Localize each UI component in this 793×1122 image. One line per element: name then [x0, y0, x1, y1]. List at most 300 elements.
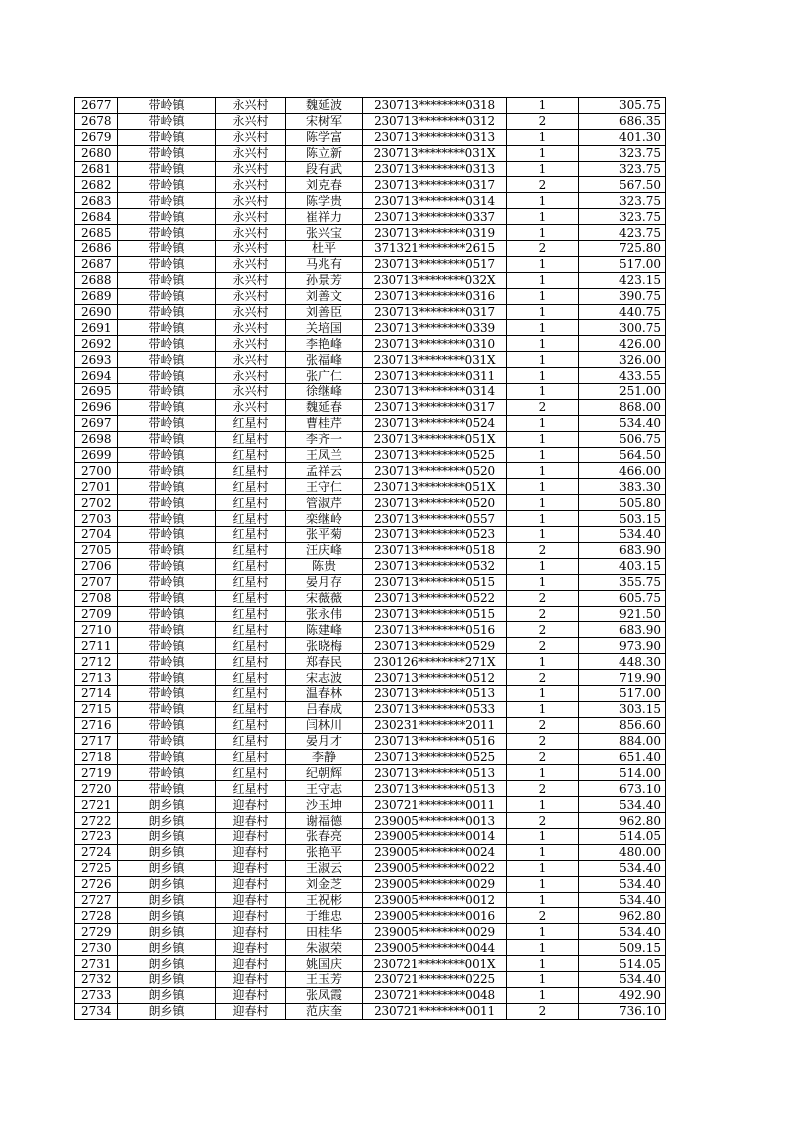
cell-town: 朗乡镇	[118, 924, 216, 940]
cell-town: 朗乡镇	[118, 987, 216, 1003]
cell-serial-number: 2685	[75, 225, 118, 241]
cell-town: 朗乡镇	[118, 797, 216, 813]
table-row	[75, 129, 666, 145]
data-table	[74, 97, 666, 1020]
table-row	[75, 193, 666, 209]
cell-serial-number: 2705	[75, 542, 118, 558]
cell-household-count: 1	[507, 288, 579, 304]
cell-amount: 683.90	[579, 542, 666, 558]
cell-person-name: 晏月才	[286, 733, 363, 749]
cell-village: 永兴村	[216, 384, 286, 400]
cell-household-count: 2	[507, 241, 579, 257]
cell-id-number: 239005********0012	[363, 892, 507, 908]
cell-household-count: 2	[507, 113, 579, 129]
cell-serial-number: 2729	[75, 924, 118, 940]
cell-town: 朗乡镇	[118, 940, 216, 956]
cell-household-count: 1	[507, 654, 579, 670]
cell-amount: 509.15	[579, 940, 666, 956]
cell-person-name: 徐继峰	[286, 384, 363, 400]
cell-amount: 303.15	[579, 701, 666, 717]
cell-household-count: 1	[507, 193, 579, 209]
cell-serial-number: 2725	[75, 860, 118, 876]
cell-person-name: 王淑云	[286, 860, 363, 876]
table-row	[75, 415, 666, 431]
cell-village: 迎春村	[216, 956, 286, 972]
table-row	[75, 908, 666, 924]
cell-id-number: 230713********0339	[363, 320, 507, 336]
table-row	[75, 701, 666, 717]
cell-person-name: 沙玉坤	[286, 797, 363, 813]
cell-village: 红星村	[216, 542, 286, 558]
cell-serial-number: 2723	[75, 828, 118, 844]
cell-town: 带岭镇	[118, 384, 216, 400]
cell-town: 带岭镇	[118, 225, 216, 241]
cell-person-name: 曹桂芹	[286, 415, 363, 431]
cell-id-number: 230713********0525	[363, 749, 507, 765]
cell-id-number: 239005********0044	[363, 940, 507, 956]
cell-household-count: 1	[507, 892, 579, 908]
cell-village: 红星村	[216, 765, 286, 781]
cell-household-count: 1	[507, 256, 579, 272]
cell-person-name: 管淑芹	[286, 495, 363, 511]
cell-town: 朗乡镇	[118, 813, 216, 829]
cell-person-name: 陈学贵	[286, 193, 363, 209]
cell-village: 迎春村	[216, 892, 286, 908]
cell-village: 红星村	[216, 638, 286, 654]
cell-id-number: 230713********0517	[363, 256, 507, 272]
table-row	[75, 241, 666, 257]
cell-amount: 921.50	[579, 606, 666, 622]
cell-person-name: 刘克春	[286, 177, 363, 193]
cell-town: 带岭镇	[118, 304, 216, 320]
cell-town: 带岭镇	[118, 733, 216, 749]
cell-household-count: 2	[507, 542, 579, 558]
cell-household-count: 1	[507, 987, 579, 1003]
cell-household-count: 1	[507, 860, 579, 876]
cell-village: 永兴村	[216, 98, 286, 114]
cell-household-count: 1	[507, 447, 579, 463]
cell-village: 红星村	[216, 431, 286, 447]
cell-person-name: 张福峰	[286, 352, 363, 368]
cell-household-count: 1	[507, 956, 579, 972]
cell-person-name: 李静	[286, 749, 363, 765]
cell-serial-number: 2687	[75, 256, 118, 272]
cell-serial-number: 2710	[75, 622, 118, 638]
cell-household-count: 1	[507, 209, 579, 225]
cell-amount: 323.75	[579, 161, 666, 177]
cell-amount: 506.75	[579, 431, 666, 447]
cell-id-number: 230713********0317	[363, 304, 507, 320]
cell-person-name: 马兆有	[286, 256, 363, 272]
cell-serial-number: 2688	[75, 272, 118, 288]
cell-town: 带岭镇	[118, 336, 216, 352]
table-row	[75, 622, 666, 638]
cell-village: 迎春村	[216, 797, 286, 813]
cell-household-count: 1	[507, 574, 579, 590]
table-row	[75, 638, 666, 654]
cell-village: 红星村	[216, 574, 286, 590]
cell-serial-number: 2718	[75, 749, 118, 765]
cell-village: 永兴村	[216, 288, 286, 304]
cell-person-name: 宋薇薇	[286, 590, 363, 606]
cell-serial-number: 2713	[75, 670, 118, 686]
cell-household-count: 1	[507, 98, 579, 114]
cell-village: 红星村	[216, 733, 286, 749]
cell-town: 带岭镇	[118, 638, 216, 654]
cell-household-count: 1	[507, 384, 579, 400]
table-row	[75, 447, 666, 463]
cell-person-name: 王玉芳	[286, 971, 363, 987]
cell-serial-number: 2701	[75, 479, 118, 495]
cell-village: 红星村	[216, 511, 286, 527]
cell-village: 迎春村	[216, 940, 286, 956]
table-row	[75, 320, 666, 336]
cell-town: 朗乡镇	[118, 844, 216, 860]
cell-serial-number: 2708	[75, 590, 118, 606]
cell-town: 带岭镇	[118, 654, 216, 670]
cell-person-name: 闫林川	[286, 717, 363, 733]
cell-amount: 973.90	[579, 638, 666, 654]
cell-serial-number: 2726	[75, 876, 118, 892]
cell-town: 带岭镇	[118, 431, 216, 447]
cell-serial-number: 2678	[75, 113, 118, 129]
cell-household-count: 1	[507, 225, 579, 241]
cell-town: 朗乡镇	[118, 956, 216, 972]
cell-serial-number: 2719	[75, 765, 118, 781]
cell-id-number: 230713********0520	[363, 495, 507, 511]
cell-amount: 403.15	[579, 558, 666, 574]
cell-amount: 534.40	[579, 415, 666, 431]
cell-serial-number: 2693	[75, 352, 118, 368]
cell-serial-number: 2690	[75, 304, 118, 320]
cell-id-number: 230713********051X	[363, 431, 507, 447]
cell-serial-number: 2697	[75, 415, 118, 431]
cell-household-count: 1	[507, 924, 579, 940]
cell-household-count: 1	[507, 511, 579, 527]
cell-serial-number: 2681	[75, 161, 118, 177]
cell-serial-number: 2733	[75, 987, 118, 1003]
cell-town: 朗乡镇	[118, 876, 216, 892]
cell-serial-number: 2717	[75, 733, 118, 749]
cell-household-count: 1	[507, 971, 579, 987]
cell-town: 带岭镇	[118, 129, 216, 145]
cell-id-number: 230713********0516	[363, 733, 507, 749]
cell-household-count: 2	[507, 813, 579, 829]
cell-village: 永兴村	[216, 272, 286, 288]
table-row	[75, 463, 666, 479]
cell-town: 朗乡镇	[118, 892, 216, 908]
cell-person-name: 温春林	[286, 685, 363, 701]
cell-id-number: 239005********0029	[363, 876, 507, 892]
cell-id-number: 230231********2011	[363, 717, 507, 733]
cell-amount: 534.40	[579, 797, 666, 813]
cell-village: 红星村	[216, 781, 286, 797]
cell-amount: 567.50	[579, 177, 666, 193]
cell-serial-number: 2716	[75, 717, 118, 733]
cell-person-name: 孙景芳	[286, 272, 363, 288]
cell-amount: 440.75	[579, 304, 666, 320]
cell-household-count: 2	[507, 590, 579, 606]
cell-amount: 719.90	[579, 670, 666, 686]
cell-household-count: 2	[507, 1003, 579, 1019]
cell-id-number: 230713********0310	[363, 336, 507, 352]
cell-serial-number: 2683	[75, 193, 118, 209]
cell-town: 带岭镇	[118, 463, 216, 479]
cell-person-name: 刘金芝	[286, 876, 363, 892]
cell-person-name: 张春亮	[286, 828, 363, 844]
cell-amount: 564.50	[579, 447, 666, 463]
cell-village: 永兴村	[216, 368, 286, 384]
cell-amount: 534.40	[579, 971, 666, 987]
cell-amount: 517.00	[579, 256, 666, 272]
cell-id-number: 230713********0512	[363, 670, 507, 686]
cell-id-number: 230713********0515	[363, 606, 507, 622]
cell-person-name: 王守仁	[286, 479, 363, 495]
cell-serial-number: 2734	[75, 1003, 118, 1019]
cell-serial-number: 2679	[75, 129, 118, 145]
cell-person-name: 张兴宝	[286, 225, 363, 241]
table-row	[75, 384, 666, 400]
cell-person-name: 陈建峰	[286, 622, 363, 638]
cell-household-count: 2	[507, 908, 579, 924]
cell-person-name: 杜平	[286, 241, 363, 257]
cell-amount: 300.75	[579, 320, 666, 336]
cell-serial-number: 2694	[75, 368, 118, 384]
cell-serial-number: 2720	[75, 781, 118, 797]
cell-serial-number: 2704	[75, 527, 118, 543]
cell-serial-number: 2700	[75, 463, 118, 479]
cell-person-name: 谢福德	[286, 813, 363, 829]
table-row	[75, 844, 666, 860]
cell-amount: 390.75	[579, 288, 666, 304]
cell-serial-number: 2692	[75, 336, 118, 352]
table-row	[75, 272, 666, 288]
cell-id-number: 230713********0311	[363, 368, 507, 384]
cell-village: 红星村	[216, 527, 286, 543]
cell-person-name: 朱淑荣	[286, 940, 363, 956]
cell-amount: 466.00	[579, 463, 666, 479]
cell-person-name: 陈立新	[286, 145, 363, 161]
table-row	[75, 399, 666, 415]
cell-id-number: 239005********0022	[363, 860, 507, 876]
table-row	[75, 209, 666, 225]
cell-amount: 251.00	[579, 384, 666, 400]
cell-person-name: 魏延春	[286, 399, 363, 415]
cell-household-count: 1	[507, 701, 579, 717]
cell-serial-number: 2715	[75, 701, 118, 717]
cell-village: 永兴村	[216, 241, 286, 257]
cell-amount: 305.75	[579, 98, 666, 114]
cell-town: 带岭镇	[118, 368, 216, 384]
cell-amount: 517.00	[579, 685, 666, 701]
cell-id-number: 230713********0319	[363, 225, 507, 241]
cell-person-name: 王凤兰	[286, 447, 363, 463]
table-row	[75, 956, 666, 972]
cell-person-name: 陈贵	[286, 558, 363, 574]
table-row	[75, 733, 666, 749]
cell-village: 永兴村	[216, 225, 286, 241]
cell-household-count: 1	[507, 558, 579, 574]
cell-town: 带岭镇	[118, 320, 216, 336]
cell-amount: 856.60	[579, 717, 666, 733]
cell-village: 永兴村	[216, 209, 286, 225]
table-row	[75, 1003, 666, 1019]
cell-town: 带岭镇	[118, 399, 216, 415]
cell-household-count: 2	[507, 733, 579, 749]
cell-household-count: 2	[507, 177, 579, 193]
cell-id-number: 230713********0314	[363, 193, 507, 209]
cell-id-number: 230713********0518	[363, 542, 507, 558]
cell-serial-number: 2686	[75, 241, 118, 257]
cell-person-name: 魏延波	[286, 98, 363, 114]
table-row	[75, 145, 666, 161]
cell-household-count: 1	[507, 479, 579, 495]
cell-household-count: 1	[507, 320, 579, 336]
table-row	[75, 860, 666, 876]
cell-amount: 683.90	[579, 622, 666, 638]
table-row	[75, 288, 666, 304]
cell-town: 带岭镇	[118, 622, 216, 638]
cell-town: 朗乡镇	[118, 860, 216, 876]
cell-serial-number: 2712	[75, 654, 118, 670]
cell-serial-number: 2721	[75, 797, 118, 813]
cell-serial-number: 2709	[75, 606, 118, 622]
cell-id-number: 230713********0313	[363, 161, 507, 177]
cell-town: 带岭镇	[118, 177, 216, 193]
cell-village: 红星村	[216, 590, 286, 606]
cell-serial-number: 2696	[75, 399, 118, 415]
table-row	[75, 876, 666, 892]
cell-amount: 736.10	[579, 1003, 666, 1019]
cell-town: 带岭镇	[118, 558, 216, 574]
cell-serial-number: 2731	[75, 956, 118, 972]
cell-town: 带岭镇	[118, 574, 216, 590]
cell-household-count: 1	[507, 844, 579, 860]
cell-serial-number: 2691	[75, 320, 118, 336]
cell-household-count: 1	[507, 463, 579, 479]
cell-id-number: 230721********001X	[363, 956, 507, 972]
cell-person-name: 郑春民	[286, 654, 363, 670]
cell-person-name: 张艳平	[286, 844, 363, 860]
cell-town: 带岭镇	[118, 145, 216, 161]
cell-village: 永兴村	[216, 193, 286, 209]
cell-household-count: 2	[507, 638, 579, 654]
table-row	[75, 924, 666, 940]
cell-town: 带岭镇	[118, 701, 216, 717]
cell-village: 迎春村	[216, 987, 286, 1003]
cell-id-number: 230713********0525	[363, 447, 507, 463]
table-row	[75, 511, 666, 527]
cell-id-number: 230713********0557	[363, 511, 507, 527]
cell-id-number: 230713********0316	[363, 288, 507, 304]
cell-person-name: 崔祥力	[286, 209, 363, 225]
cell-town: 带岭镇	[118, 781, 216, 797]
cell-serial-number: 2702	[75, 495, 118, 511]
cell-town: 带岭镇	[118, 193, 216, 209]
cell-id-number: 371321********2615	[363, 241, 507, 257]
cell-person-name: 王守志	[286, 781, 363, 797]
cell-village: 迎春村	[216, 876, 286, 892]
cell-serial-number: 2682	[75, 177, 118, 193]
cell-id-number: 230713********0312	[363, 113, 507, 129]
cell-household-count: 1	[507, 161, 579, 177]
cell-id-number: 230713********0529	[363, 638, 507, 654]
cell-village: 迎春村	[216, 908, 286, 924]
cell-household-count: 1	[507, 415, 579, 431]
cell-amount: 868.00	[579, 399, 666, 415]
cell-village: 红星村	[216, 654, 286, 670]
cell-serial-number: 2689	[75, 288, 118, 304]
cell-village: 永兴村	[216, 336, 286, 352]
table-row	[75, 749, 666, 765]
table-row	[75, 606, 666, 622]
cell-household-count: 1	[507, 797, 579, 813]
cell-town: 带岭镇	[118, 717, 216, 733]
cell-amount: 492.90	[579, 987, 666, 1003]
cell-town: 带岭镇	[118, 590, 216, 606]
cell-id-number: 230713********0524	[363, 415, 507, 431]
cell-village: 永兴村	[216, 161, 286, 177]
table-row	[75, 558, 666, 574]
cell-id-number: 230713********0337	[363, 209, 507, 225]
cell-person-name: 孟祥云	[286, 463, 363, 479]
cell-village: 永兴村	[216, 256, 286, 272]
cell-village: 红星村	[216, 670, 286, 686]
cell-serial-number: 2706	[75, 558, 118, 574]
cell-person-name: 李齐一	[286, 431, 363, 447]
cell-village: 迎春村	[216, 971, 286, 987]
cell-household-count: 1	[507, 336, 579, 352]
cell-amount: 514.05	[579, 956, 666, 972]
cell-amount: 423.75	[579, 225, 666, 241]
cell-id-number: 230721********0225	[363, 971, 507, 987]
cell-village: 永兴村	[216, 177, 286, 193]
cell-person-name: 张平菊	[286, 527, 363, 543]
cell-id-number: 239005********0029	[363, 924, 507, 940]
cell-household-count: 2	[507, 781, 579, 797]
cell-serial-number: 2728	[75, 908, 118, 924]
cell-serial-number: 2711	[75, 638, 118, 654]
cell-id-number: 230713********0317	[363, 399, 507, 415]
cell-village: 红星村	[216, 622, 286, 638]
table-row	[75, 797, 666, 813]
cell-town: 朗乡镇	[118, 908, 216, 924]
cell-person-name: 范庆奎	[286, 1003, 363, 1019]
cell-town: 带岭镇	[118, 511, 216, 527]
cell-id-number: 230713********031X	[363, 352, 507, 368]
cell-village: 红星村	[216, 463, 286, 479]
table-row	[75, 256, 666, 272]
cell-town: 带岭镇	[118, 256, 216, 272]
cell-amount: 514.05	[579, 828, 666, 844]
cell-id-number: 230713********0515	[363, 574, 507, 590]
cell-household-count: 1	[507, 527, 579, 543]
table-body	[75, 98, 666, 1020]
cell-id-number: 230713********051X	[363, 479, 507, 495]
cell-amount: 323.75	[579, 145, 666, 161]
cell-amount: 534.40	[579, 924, 666, 940]
cell-id-number: 230721********0011	[363, 797, 507, 813]
table-row	[75, 670, 666, 686]
cell-serial-number: 2699	[75, 447, 118, 463]
cell-town: 带岭镇	[118, 241, 216, 257]
cell-person-name: 刘善臣	[286, 304, 363, 320]
cell-amount: 480.00	[579, 844, 666, 860]
cell-village: 红星村	[216, 479, 286, 495]
table-row	[75, 542, 666, 558]
cell-amount: 962.80	[579, 908, 666, 924]
table-row	[75, 590, 666, 606]
